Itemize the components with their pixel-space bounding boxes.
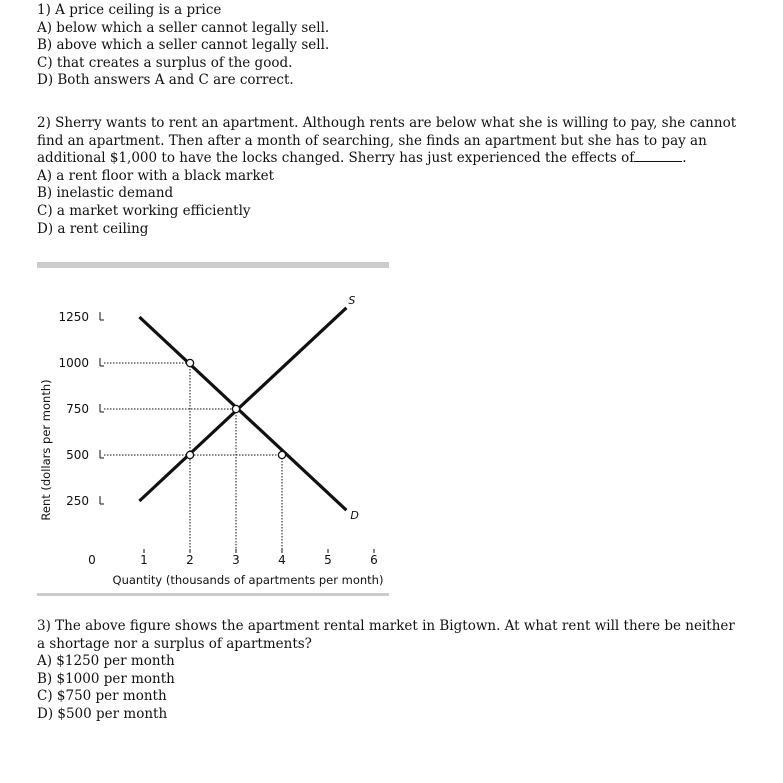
question-2-stem-end: . (682, 150, 687, 167)
y-tick-label: 250 (66, 494, 89, 508)
y-axis-label: Rent (dollars per month) (39, 379, 53, 521)
rental-market-figure (37, 262, 393, 602)
x-tick-label: 1 (140, 553, 148, 567)
y-tick-label: 750 (66, 402, 89, 416)
supply-line (139, 308, 346, 501)
answer-blank (634, 150, 682, 162)
y-tick-label: 1250 (58, 310, 89, 324)
x-tick-label: 5 (324, 553, 332, 567)
marked-point (186, 359, 193, 366)
question-1-option-b: B) above which a seller cannot legally sell. (37, 37, 330, 54)
question-1-option-d: D) Both answers A and C are correct. (37, 72, 294, 89)
x-tick-label: 4 (278, 553, 286, 567)
x-axis-label: Quantity (thousands of apartments per month) (112, 573, 384, 587)
supply-label: S (348, 293, 356, 307)
marked-point (186, 451, 193, 458)
marked-point (278, 451, 285, 458)
question-2-stem-text: 2) Sherry wants to rent an apartment. Although rents are below what she is willing to pay, she cannot find an apartment. Then after a month of searching, she finds an apartment but she has to pay an additional $1,000 to have the locks changed. Sherry has just experienced the effects of (37, 115, 737, 167)
question-2-stem (37, 115, 747, 168)
supply-demand-chart (37, 262, 393, 602)
question-2 (37, 115, 747, 238)
question-2-option-c: C) a market working efficiently (37, 202, 251, 219)
question-1-option-a: A) below which a seller cannot legally sell. (37, 19, 330, 36)
x-tick-label: 3 (232, 553, 240, 567)
figure-top-bar (37, 262, 389, 268)
marked-point (232, 405, 239, 412)
question-1-option-c: C) that creates a surplus of the good. (37, 54, 293, 71)
question-3-option-d: D) $500 per month (37, 705, 168, 722)
question-3-option-a: A) $1250 per month (37, 653, 175, 670)
x-tick-label: 0 (88, 553, 96, 567)
demand-line (139, 317, 346, 510)
question-3 (37, 618, 737, 724)
y-tick-label: 500 (66, 448, 89, 462)
x-tick-label: 2 (186, 553, 194, 567)
demand-label: D (350, 509, 359, 523)
question-2-option-d: D) a rent ceiling (37, 220, 149, 237)
y-tick-label: 1000 (58, 356, 89, 370)
question-3-stem: 3) The above figure shows the apartment rental market in Bigtown. At what rent will there be neither a shortage nor a surplus of apartments? (37, 618, 735, 652)
question-1 (37, 2, 329, 90)
question-1-stem: 1) A price ceiling is a price (37, 2, 222, 18)
question-3-option-b: B) $1000 per month (37, 670, 175, 687)
figure-bottom-bar (37, 593, 389, 596)
question-3-option-c: C) $750 per month (37, 688, 167, 705)
question-2-option-b: B) inelastic demand (37, 185, 174, 202)
x-tick-label: 6 (370, 553, 378, 567)
question-2-option-a: A) a rent floor with a black market (37, 167, 275, 184)
